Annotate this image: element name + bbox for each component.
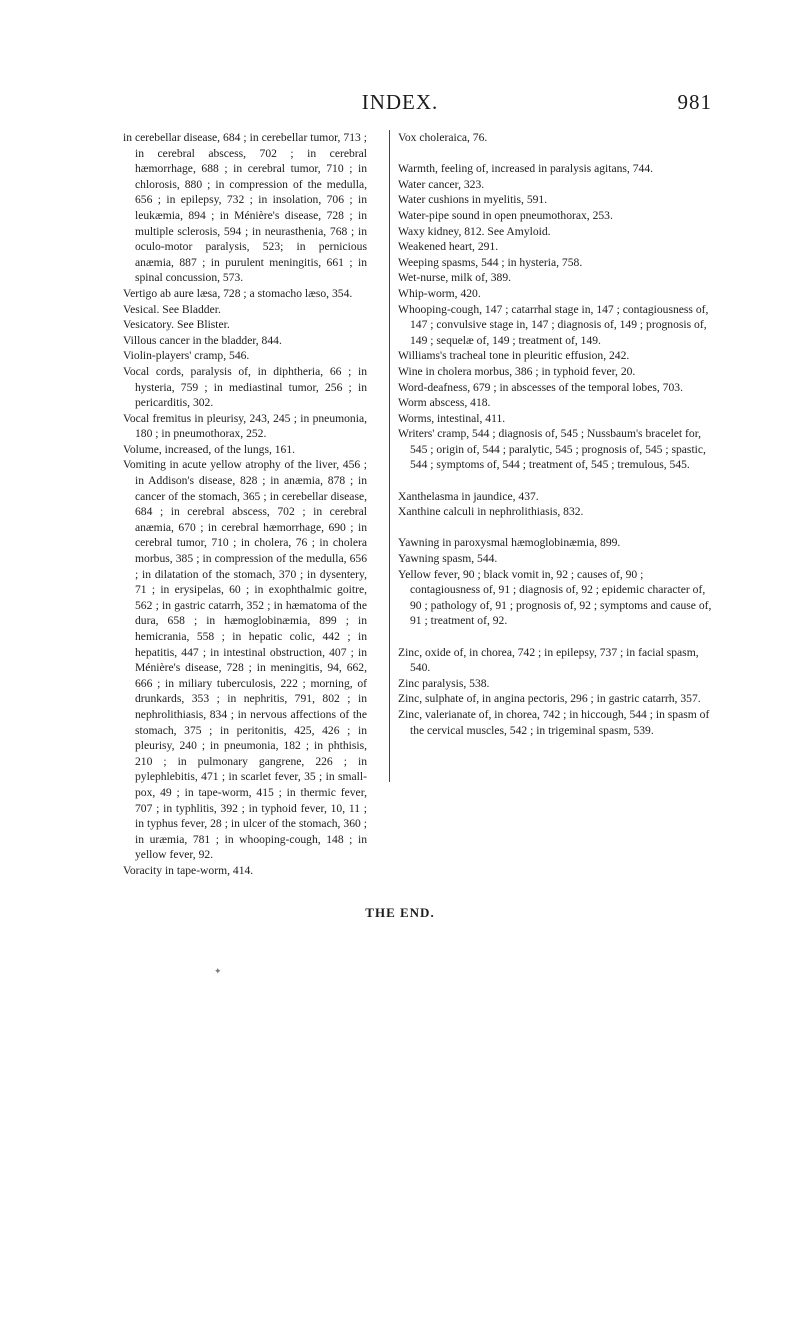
index-column-right [389,130,714,782]
printing-smudge: ✦ [214,966,222,976]
index-entry: Vocal fremitus in pleurisy, 243, 245 ; in pneumonia, 180 ; in pneumothorax, 252. [123,411,367,441]
index-entry: Vox choleraica, 76. [398,131,488,144]
index-entry: Villous cancer in the bladder, 844. [123,333,282,347]
index-entry: Williams's tracheal tone in pleuritic effusion, 242. [398,349,630,363]
index-entry: Worms, intestinal, 411. [398,411,506,425]
index-entry: Vomiting in acute yellow atrophy of the liver, 456 ; in Addison's disease, 828 ; in anæmia, 878 ; in cancer of the stomach, 365 ; in cerebellar disease, 684 ; in cerebral abscess, 702 ; in cerebral anæmia, 670 ; in cerebral hæmorrhage, 690 ; in cerebral tumor, 710 ; in cholera, 76 ; in cholera morbus, 385 ; in compression of the medulla, 656 ; in dilatation of the stomach, 370 ; in dysentery, 71 ; in erysipelas, 60 ; in exophthalmic goitre, 562 ; in gastric catarrh, 352 ; in hæmatoma of the dura, 658 ; in hæmoglobinæmia, 899 ; in hemicrania, 558 ; in hepatic colic, 442 ; in hepatitis, 447 ; in intestinal obstruction, 407 ; in Ménière's disease, 728 ; in meningitis, 94, 662, 666 ; in miliary tuberculosis, 222 ; morning, of drunkards, 353 ; in nephritis, 791, 802 ; in nephrolithiasis, 834 ; in nervous affections of the stomach, 375 ; in peritonitis, 425, 426 ; in pleurisy, 240 ; in pneumonia, 182 ; in phthisis, 210 ; in pulmonary gangrene, 226 ; in pylephlebitis, 471 ; in scarlet fever, 35 ; in small-pox, 49 ; in tape-worm, 415 ; in thermic fever, 707 ; in typhlitis, 392 ; in typhoid fever, 10, 11 ; in typhus fever, 28 ; in ulcer of the stomach, 360 ; in uræmia, 781 ; in whooping-cough, 148 ; in yellow fever, 92. [123,458,367,862]
page-number: 981 [677,90,712,114]
index-entry: Yawning spasm, 544. [398,552,498,566]
index-entry: Water-pipe sound in open pneumothorax, 253. [398,208,613,222]
index-entry: Xanthelasma in jaundice, 437. [398,489,539,503]
index-entry: Warmth, feeling of, increased in paralysis agitans, 744. [398,162,654,176]
index-entry: Weeping spasms, 544 ; in hysteria, 758. [398,255,583,269]
index-entry: Worm abscess, 418. [398,396,491,410]
index-entry: Whooping-cough, 147 ; catarrhal stage in, 147 ; contagiousness of, 147 ; convulsive stage in, 147 ; diagnosis of, 149 ; prognosis of, 149 ; sequelæ of, 149 ; treatment of, 149. [398,302,709,347]
index-entry: Violin-players' cramp, 546. [123,349,250,363]
index-entry: Volume, increased, of the lungs, 161. [123,442,296,456]
index-entry: Water cushions in myelitis, 591. [398,193,548,207]
index-entry: in cerebellar disease, 684 ; in cerebellar tumor, 713 ; in cerebral abscess, 702 ; in cerebral hæmorrhage, 688 ; in cerebral tumor, 710 ; in chlorosis, 880 ; in compression of the medulla, 656 ; in epilepsy, 732 ; in insolation, 706 ; in leukæmia, 894 ; in Ménière's disease, 728 ; in multiple sclerosis, 594 ; in neurasthenia, 768 ; in oculo-motor paralysis, 523; in pernicious anæmia, 887 ; in purulent meningitis, 661 ; in spinal concussion, 573. [123,131,367,285]
index-entry: Zinc, sulphate of, in angina pectoris, 296 ; in gastric catarrh, 357. [398,692,701,706]
index-entry: Writers' cramp, 544 ; diagnosis of, 545 ; Nussbaum's bracelet for, 545 ; origin of, 544 ; paralytic, 545 ; prognosis of, 545 ; spastic, 544 ; symptoms of, 544 ; treatment of, 545 ; tremulous, 545. [398,427,706,472]
index-entry: Yellow fever, 90 ; black vomit in, 92 ; causes of, 90 ; contagiousness of, 91 ; diagnosis of, 92 ; epidemic character of, 90 ; pathology of, 91 ; prognosis of, 92 ; symptoms and cause of, 91 ; treatment of, 92. [398,567,712,628]
index-entry: Zinc, oxide of, in chorea, 742 ; in epilepsy, 737 ; in facial spasm, 540. [398,645,699,675]
index-entry: Zinc paralysis, 538. [398,676,490,690]
index-entry: Vertigo ab aure læsa, 728 ; a stomacho læso, 354. [123,286,353,300]
index-entry: Vesical. See Bladder. [123,302,221,316]
page-header [0,90,800,120]
end-of-book-text: THE END. [365,905,435,920]
index-entry: Whip-worm, 420. [398,286,481,300]
index-entry: Zinc, valerianate of, in chorea, 742 ; in hiccough, 544 ; in spasm of the cervical muscles, 542 ; in trigeminal spasm, 539. [398,707,710,737]
index-entry: Voracity in tape-worm, 414. [123,863,254,877]
index-entry: Waxy kidney, 812. See Amyloid. [398,224,551,238]
index-entry: Yawning in paroxysmal hæmoglobinæmia, 899. [398,536,621,550]
index-entry: Wet-nurse, milk of, 389. [398,271,512,285]
index-entry: Vocal cords, paralysis of, in diphtheria, 66 ; in hysteria, 759 ; in mediastinal tumor, 256 ; in pericarditis, 302. [123,364,367,410]
index-entry: Vesicatory. See Blister. [123,318,230,332]
page-title: INDEX. [361,90,439,114]
index-entry: Xanthine calculi in nephrolithiasis, 832. [398,505,584,519]
index-entry: Water cancer, 323. [398,177,485,191]
index-entry: Weakened heart, 291. [398,240,499,254]
index-entry: Word-deafness, 679 ; in abscesses of the temporal lobes, 703. [398,380,683,394]
index-column-left [123,130,367,879]
index-entry: Wine in cholera morbus, 386 ; in typhoid fever, 20. [398,364,636,378]
